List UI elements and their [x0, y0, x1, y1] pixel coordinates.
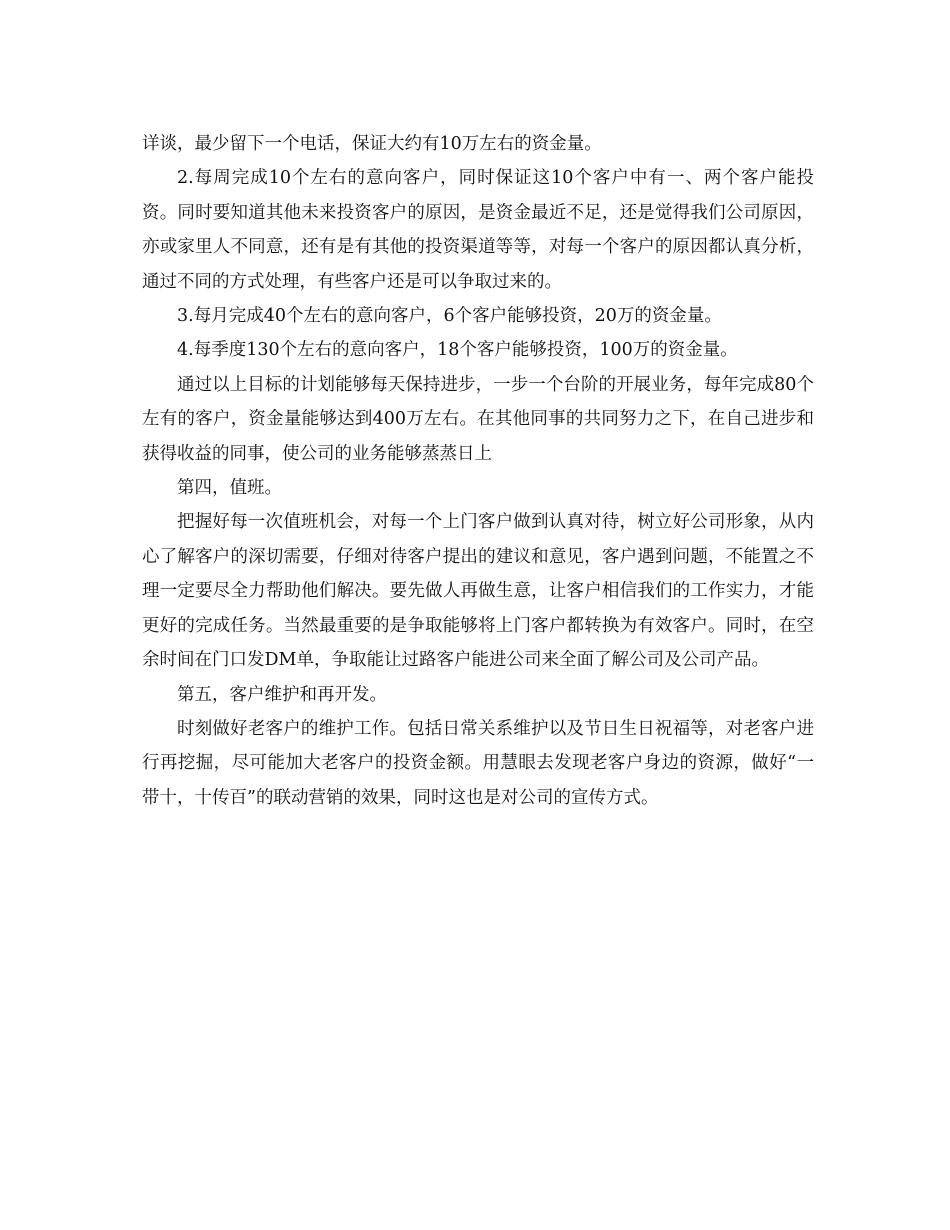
paragraph-duty: 把握好每一次值班机会，对每一个上门客户做到认真对待，树立好公司形象，从内心了解客户的深切需要，仔细对待客户提出的建议和意见，客户遇到问题，不能置之不理一定要尽全力帮助他们解决。要先做人再做生意，让客户相信我们的工作实力，才能更好的完成任务。当然最重要的是争取能够将上门客户都转换为有效客户。同时，在空余时间在门口发DM单，争取能让过路客户能进公司来全面了解公司及公司产品。: [142, 512, 814, 671]
document-body: [142, 127, 814, 815]
section-heading-maintenance: 第五，客户维护和再开发。: [177, 684, 387, 705]
paragraph-monthly-goal: 3.每月完成40个左右的意向客户，6个客户能够投资，20万的资金量。: [177, 306, 722, 327]
paragraph-quarterly-goal: 4.每季度130个左右的意向客户，18个客户能够投资，100万的资金量。: [177, 340, 738, 361]
paragraph-continuation: 详谈，最少留下一个电话，保证大约有10万左右的资金量。: [142, 134, 602, 154]
paragraph-weekly-goal: 2.每周完成10个左右的意向客户，同时保证这10个客户中有一、两个客户能投资。同时要知道其他未来投资客户的原因，是资金最近不足，还是觉得我们公司原因，亦或家里人不同意，还有是有其他的投资渠道等等，对每一个客户的原因都认真分析，通过不同的方式处理，有些客户还是可以争取过来的。: [142, 168, 814, 292]
paragraph-annual-summary: 通过以上目标的计划能够每天保持进步，一步一个台阶的开展业务，每年完成80个左有的客户，资金量能够达到400万左右。在其他同事的共同努力之下，在自己进步和获得收益的同事，使公司的业务能够蒸蒸日上: [142, 374, 814, 464]
paragraph-maintenance: 时刻做好老客户的维护工作。包括日常关系维护以及节日生日祝福等，对老客户进行再挖掘，尽可能加大老客户的投资金额。用慧眼去发现老客户身边的资源，做好“一带十，十传百”的联动营销的效果，同时这也是对公司的宣传方式。: [142, 718, 814, 808]
section-heading-duty: 第四，值班。: [177, 478, 282, 499]
